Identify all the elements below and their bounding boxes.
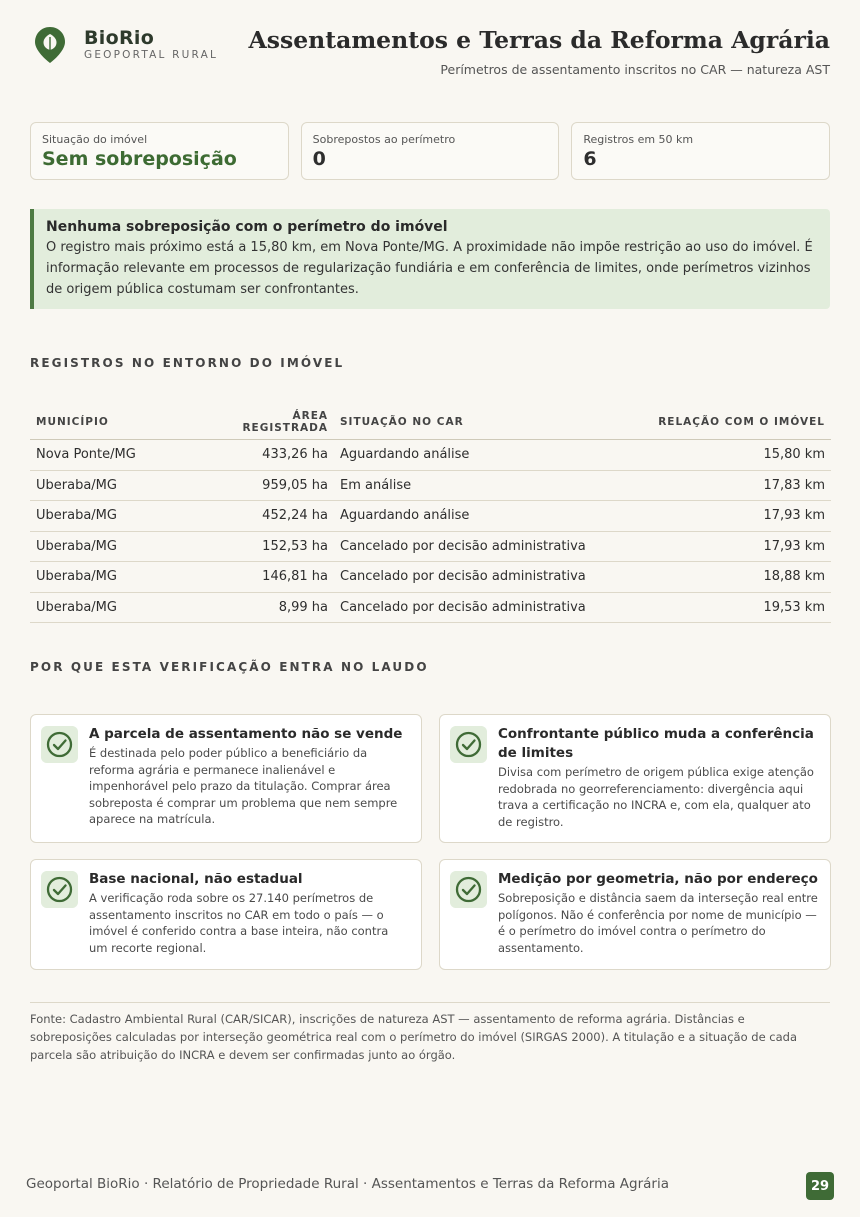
stat-registros (571, 122, 830, 180)
cell-municipio: Uberaba/MG (30, 501, 202, 532)
cell-municipio: Uberaba/MG (30, 531, 202, 562)
cell-situacao: Cancelado por decisão administrativa (334, 592, 627, 623)
page-subtitle: Perímetros de assentamento inscritos no CAR — natureza AST (440, 62, 830, 77)
summary-stats (30, 122, 830, 180)
alert-body: O registro mais próximo está a 15,80 km, em Nova Ponte/MG. A proximidade não impõe restrição ao uso do imóvel. É informação relevante em processos de regularização fundiária e em conferência de limites, onde perímetros vizinhos de origem pública costumam ser confrontantes. (46, 240, 813, 297)
card-title: Medição por geometria, não por endereço (498, 871, 818, 887)
check-circle-icon (41, 871, 78, 908)
section-heading-verificacao: POR QUE ESTA VERIFICAÇÃO ENTRA NO LAUDO (30, 660, 429, 674)
registros-table (30, 410, 831, 623)
stat-label: Registros em 50 km (583, 133, 694, 146)
stat-label: Situação do imóvel (42, 133, 148, 146)
cell-municipio: Uberaba/MG (30, 592, 202, 623)
column-header-relacao: RELAÇÃO COM O IMÓVEL (627, 410, 831, 440)
page-title: Assentamentos e Terras da Reforma Agrária (248, 26, 830, 54)
card-body: Divisa com perímetro de origem pública exige atenção redobrada no georreferenciamento: divergência aqui trava a certificação no INCRA e, com ela, qualquer ato de registro. (498, 765, 814, 829)
table-row (30, 562, 831, 593)
cell-distancia: 17,93 km (627, 531, 831, 562)
table-row (30, 470, 831, 501)
cell-situacao: Aguardando análise (334, 440, 627, 471)
stat-value: 6 (583, 148, 597, 170)
cell-situacao: Em análise (334, 470, 627, 501)
table-row (30, 501, 831, 532)
brand-name: BioRio (84, 27, 155, 49)
page-footer (26, 1172, 834, 1200)
table-row (30, 531, 831, 562)
stat-sobrepostos (301, 122, 560, 180)
cell-municipio: Nova Ponte/MG (30, 440, 202, 471)
verification-cards (30, 714, 831, 970)
cell-area: 146,81 ha (202, 562, 334, 593)
info-card (30, 714, 422, 843)
cell-area: 8,99 ha (202, 592, 334, 623)
page-number: 29 (806, 1172, 834, 1200)
column-header-municipio: MUNICÍPIO (30, 410, 202, 440)
card-title: Confrontante público muda a conferência de limites (498, 726, 814, 761)
cell-situacao: Cancelado por decisão administrativa (334, 531, 627, 562)
check-circle-icon (41, 726, 78, 763)
stat-label: Sobrepostos ao perímetro (312, 133, 456, 146)
stat-situacao (30, 122, 289, 180)
source-note: Fonte: Cadastro Ambiental Rural (CAR/SICAR), inscrições de natureza AST — assentamento de reforma agrária. Distâncias e sobreposições calculadas por interseção geométrica real com o perímetro do imóvel (SIRGAS 2000). A titulação e a situação de cada parcela são atribuição do INCRA e devem ser confirmadas junto ao órgão. (30, 1002, 830, 1064)
card-body: É destinada pelo poder público a beneficiário da reforma agrária e permanece inalienável e impenhorável pelo prazo da titulação. Comprar área sobreposta é comprar um problema que nem sempre aparece na matrícula. (89, 746, 398, 826)
stat-value: 0 (312, 148, 326, 170)
column-header-situacao: SITUAÇÃO NO CAR (334, 410, 627, 440)
card-title: Base nacional, não estadual (89, 871, 303, 887)
cell-municipio: Uberaba/MG (30, 470, 202, 501)
cell-distancia: 18,88 km (627, 562, 831, 593)
alert-title: Nenhuma sobreposição com o perímetro do imóvel (46, 219, 448, 235)
table-row (30, 440, 831, 471)
page-header (30, 26, 830, 86)
table-header-row (30, 410, 831, 440)
cell-area: 433,26 ha (202, 440, 334, 471)
brand-subtitle: GEOPORTAL RURAL (84, 49, 219, 61)
cell-distancia: 19,53 km (627, 592, 831, 623)
card-title: A parcela de assentamento não se vende (89, 726, 403, 742)
map-pin-leaf-icon (34, 26, 66, 64)
card-body: Sobreposição e distância saem da interseção real entre polígonos. Não é conferência por nome de município — é o perímetro do imóvel contra o perímetro do assentamento. (498, 891, 818, 955)
footer-text: Geoportal BioRio · Relatório de Propriedade Rural · Assentamentos e Terras da Reforma Agrária (26, 1176, 669, 1192)
card-body: A verificação roda sobre os 27.140 perímetros de assentamento inscritos no CAR em todo o país — o imóvel é conferido contra a base inteira, não contra um recorte regional. (89, 891, 389, 955)
column-header-area: ÁREA REGISTRADA (202, 410, 334, 440)
info-card (439, 859, 831, 970)
cell-area: 959,05 ha (202, 470, 334, 501)
cell-distancia: 17,83 km (627, 470, 831, 501)
cell-situacao: Aguardando análise (334, 501, 627, 532)
cell-distancia: 17,93 km (627, 501, 831, 532)
section-heading-registros: REGISTROS NO ENTORNO DO IMÓVEL (30, 356, 345, 370)
check-circle-icon (450, 871, 487, 908)
cell-area: 452,24 ha (202, 501, 334, 532)
check-circle-icon (450, 726, 487, 763)
stat-value: Sem sobreposição (42, 148, 237, 170)
result-alert (30, 209, 830, 309)
table-row (30, 592, 831, 623)
info-card (439, 714, 831, 843)
cell-situacao: Cancelado por decisão administrativa (334, 562, 627, 593)
info-card (30, 859, 422, 970)
cell-municipio: Uberaba/MG (30, 562, 202, 593)
cell-distancia: 15,80 km (627, 440, 831, 471)
cell-area: 152,53 ha (202, 531, 334, 562)
